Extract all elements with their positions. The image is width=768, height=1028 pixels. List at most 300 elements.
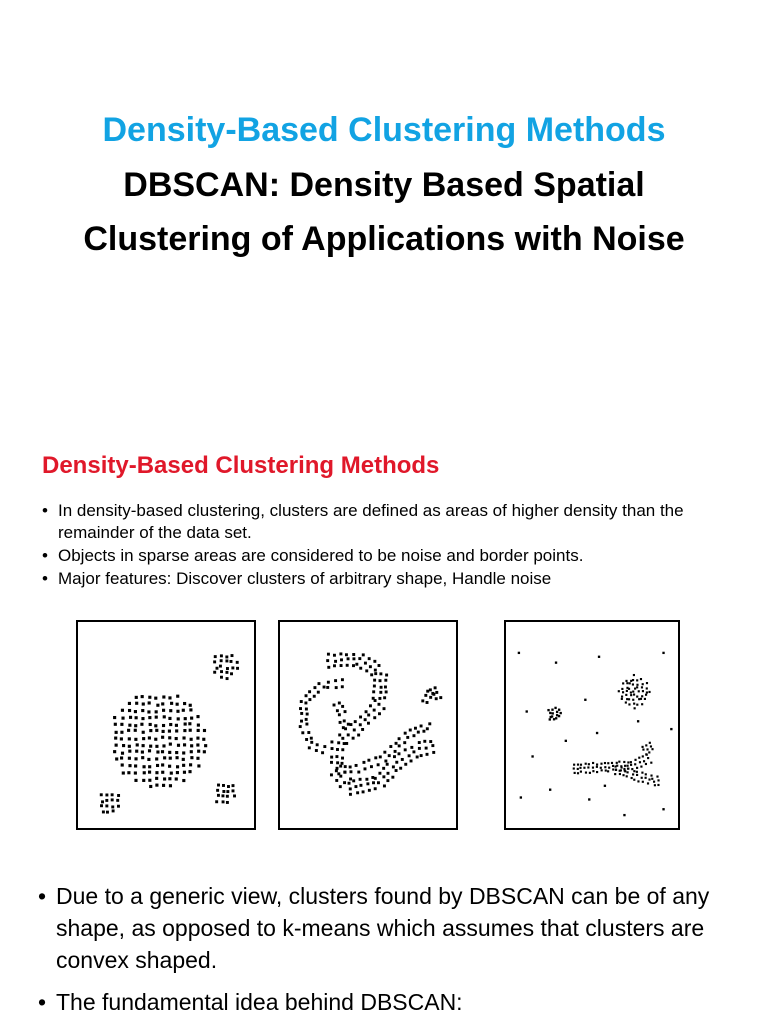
cluster-point bbox=[169, 709, 172, 712]
cluster-point bbox=[616, 762, 618, 764]
title-block bbox=[0, 108, 768, 266]
cluster-point bbox=[589, 772, 591, 774]
cluster-point bbox=[352, 779, 355, 782]
cluster-point bbox=[220, 659, 223, 662]
cluster-point bbox=[607, 762, 609, 764]
cluster-point bbox=[379, 755, 382, 758]
cluster-point bbox=[225, 655, 228, 658]
bullet-item: • Objects in sparse areas are considered to be noise and border points. bbox=[40, 545, 740, 567]
cluster-point bbox=[404, 763, 407, 766]
cluster-point bbox=[141, 756, 144, 759]
cluster-point bbox=[222, 800, 225, 803]
cluster-point bbox=[642, 690, 644, 692]
cluster-point bbox=[135, 716, 138, 719]
cluster-point bbox=[169, 723, 172, 726]
cluster-point bbox=[618, 761, 620, 763]
cluster-point bbox=[168, 777, 171, 780]
cluster-point bbox=[378, 697, 381, 700]
cluster-point bbox=[128, 764, 131, 767]
cluster-point bbox=[638, 690, 640, 692]
cluster-point bbox=[596, 763, 598, 765]
cluster-point bbox=[646, 748, 648, 750]
cluster-point bbox=[555, 661, 557, 663]
cluster-point bbox=[299, 725, 302, 728]
cluster-point bbox=[134, 779, 137, 782]
cluster-point bbox=[633, 694, 635, 696]
cluster-point bbox=[188, 722, 191, 725]
cluster-point bbox=[374, 787, 377, 790]
cluster-point bbox=[129, 716, 132, 719]
cluster-point bbox=[604, 762, 606, 764]
cluster-point bbox=[176, 756, 179, 759]
cluster-point bbox=[380, 686, 383, 689]
cluster-point bbox=[345, 742, 348, 745]
cluster-point bbox=[339, 652, 342, 655]
cluster-point bbox=[135, 696, 138, 699]
cluster-point bbox=[632, 691, 634, 693]
cluster-point bbox=[154, 738, 157, 741]
cluster-point bbox=[654, 784, 656, 786]
cluster-point bbox=[373, 685, 376, 688]
cluster-point bbox=[327, 666, 330, 669]
cluster-point bbox=[406, 736, 409, 739]
cluster-point bbox=[121, 752, 124, 755]
cluster-point bbox=[551, 709, 553, 711]
cluster-point bbox=[439, 696, 442, 699]
cluster-point bbox=[155, 729, 158, 732]
cluster-point bbox=[629, 682, 631, 684]
cluster-point bbox=[648, 778, 650, 780]
cluster-point bbox=[638, 757, 640, 759]
cluster-point bbox=[333, 664, 336, 667]
cluster-point bbox=[558, 715, 560, 717]
cluster-point bbox=[422, 730, 425, 733]
cluster-point bbox=[155, 710, 158, 713]
cluster-point bbox=[392, 765, 395, 768]
cluster-point bbox=[592, 767, 594, 769]
cluster-point bbox=[155, 784, 158, 787]
cluster-point bbox=[386, 779, 389, 782]
cluster-point bbox=[338, 733, 341, 736]
cluster-point bbox=[220, 670, 223, 673]
cluster-point bbox=[625, 680, 627, 682]
cluster-point bbox=[357, 771, 360, 774]
cluster-point bbox=[647, 757, 649, 759]
cluster-point bbox=[175, 751, 178, 754]
cluster-point bbox=[389, 745, 392, 748]
cluster-point bbox=[120, 737, 123, 740]
cluster-point bbox=[336, 748, 339, 751]
cluster-point bbox=[316, 743, 319, 746]
cluster-point bbox=[182, 709, 185, 712]
cluster-point bbox=[374, 777, 377, 780]
cluster-point bbox=[423, 740, 426, 743]
cluster-point bbox=[323, 686, 326, 689]
cluster-point bbox=[379, 679, 382, 682]
cluster-point bbox=[622, 682, 624, 684]
cluster-point bbox=[670, 728, 672, 730]
cluster-point bbox=[214, 655, 217, 658]
cluster-point bbox=[136, 743, 139, 746]
cluster-point bbox=[367, 714, 370, 717]
cluster-point bbox=[177, 744, 180, 747]
cluster-point bbox=[188, 770, 191, 773]
cluster-point bbox=[383, 707, 386, 710]
cluster-point bbox=[175, 777, 178, 780]
cluster-point bbox=[333, 654, 336, 657]
cluster-point bbox=[549, 712, 551, 714]
cluster-point bbox=[213, 660, 216, 663]
cluster-point bbox=[154, 724, 157, 727]
cluster-point bbox=[374, 756, 377, 759]
cluster-point bbox=[127, 771, 130, 774]
cluster-point bbox=[305, 738, 308, 741]
cluster-point bbox=[364, 662, 367, 665]
cluster-point bbox=[623, 768, 625, 770]
cluster-point bbox=[394, 750, 397, 753]
cluster-point bbox=[399, 767, 402, 770]
cluster-point bbox=[395, 742, 398, 745]
cluster-point bbox=[176, 765, 179, 768]
cluster-point bbox=[435, 697, 438, 700]
cluster-point bbox=[636, 767, 638, 769]
cluster-point bbox=[184, 722, 187, 725]
cluster-point bbox=[343, 719, 346, 722]
cluster-point bbox=[114, 737, 117, 740]
cluster-point bbox=[105, 794, 108, 797]
cluster-point bbox=[650, 774, 652, 776]
cluster-point bbox=[626, 771, 628, 773]
cluster-point bbox=[134, 738, 137, 741]
cluster-point bbox=[518, 652, 520, 654]
cluster-point bbox=[372, 690, 375, 693]
cluster-point bbox=[601, 769, 603, 771]
cluster-point bbox=[636, 774, 638, 776]
cluster-point bbox=[621, 696, 623, 698]
cluster-point bbox=[410, 759, 413, 762]
cluster-point bbox=[147, 710, 150, 713]
cluster-point bbox=[197, 750, 200, 753]
cluster-point bbox=[148, 765, 151, 768]
cluster-point bbox=[379, 672, 382, 675]
cluster-point bbox=[584, 699, 586, 701]
cluster-point bbox=[374, 699, 377, 702]
cluster-point bbox=[341, 737, 344, 740]
cluster-point bbox=[120, 723, 123, 726]
cluster-point bbox=[647, 782, 649, 784]
cluster-point bbox=[373, 660, 376, 663]
cluster-point bbox=[383, 751, 386, 754]
cluster-point bbox=[577, 772, 579, 774]
cluster-point bbox=[558, 709, 560, 711]
cluster-point bbox=[111, 798, 114, 801]
cluster-point bbox=[305, 694, 308, 697]
cluster-point bbox=[418, 741, 421, 744]
cluster-point bbox=[182, 764, 185, 767]
cluster-point bbox=[410, 746, 413, 749]
cluster-point bbox=[336, 767, 339, 770]
cluster-point bbox=[520, 796, 522, 798]
cluster-point bbox=[182, 736, 185, 739]
cluster-point bbox=[622, 691, 624, 693]
cluster-point bbox=[113, 750, 116, 753]
cluster-point bbox=[643, 760, 645, 762]
cluster-point bbox=[142, 744, 145, 747]
cluster-point bbox=[134, 757, 137, 760]
cluster-point bbox=[313, 695, 316, 698]
cluster-point bbox=[128, 709, 131, 712]
cluster-point bbox=[365, 778, 368, 781]
cluster-point bbox=[549, 718, 551, 720]
cluster-point bbox=[128, 724, 131, 727]
cluster-figure-circular-plot bbox=[78, 622, 254, 828]
cluster-point bbox=[175, 737, 178, 740]
cluster-point bbox=[627, 768, 629, 770]
cluster-point bbox=[127, 729, 130, 732]
cluster-point bbox=[202, 738, 205, 741]
cluster-point bbox=[175, 724, 178, 727]
cluster-point bbox=[641, 746, 643, 748]
cluster-point bbox=[384, 686, 387, 689]
cluster-point bbox=[377, 763, 380, 766]
cluster-point bbox=[636, 679, 638, 681]
cluster-point bbox=[301, 731, 304, 734]
cluster-point bbox=[216, 667, 219, 670]
cluster-point bbox=[614, 773, 616, 775]
cluster-point bbox=[169, 757, 172, 760]
cluster-point bbox=[340, 658, 343, 661]
cluster-point bbox=[134, 729, 137, 732]
cluster-point bbox=[307, 731, 310, 734]
cluster-point bbox=[592, 762, 594, 764]
cluster-point bbox=[142, 779, 145, 782]
cluster-point bbox=[100, 804, 103, 807]
cluster-point bbox=[361, 728, 364, 731]
cluster-point bbox=[341, 705, 344, 708]
cluster-point bbox=[226, 667, 229, 670]
cluster-point bbox=[161, 750, 164, 753]
cluster-point bbox=[625, 694, 627, 696]
cluster-point bbox=[633, 770, 635, 772]
cluster-point bbox=[431, 744, 434, 747]
cluster-point bbox=[105, 799, 108, 802]
cluster-point bbox=[429, 696, 432, 699]
cluster-point bbox=[644, 698, 646, 700]
cluster-point bbox=[148, 736, 151, 739]
cluster-point bbox=[176, 771, 179, 774]
cluster-point bbox=[216, 789, 219, 792]
cluster-point bbox=[190, 750, 193, 753]
cluster-point bbox=[385, 690, 388, 693]
cluster-point bbox=[308, 690, 311, 693]
cluster-point bbox=[631, 768, 633, 770]
cluster-point bbox=[395, 769, 398, 772]
cluster-point bbox=[628, 703, 630, 705]
cluster-point bbox=[102, 810, 105, 813]
cluster-point bbox=[182, 758, 185, 761]
cluster-point bbox=[343, 742, 346, 745]
cluster-point bbox=[213, 671, 216, 674]
cluster-point bbox=[189, 729, 192, 732]
cluster-point bbox=[236, 661, 239, 664]
cluster-point bbox=[565, 740, 567, 742]
cluster-point bbox=[121, 763, 124, 766]
cluster-point bbox=[632, 773, 634, 775]
cluster-point bbox=[551, 715, 553, 717]
cluster-point bbox=[580, 771, 582, 773]
cluster-point bbox=[299, 707, 302, 710]
cluster-point bbox=[367, 759, 370, 762]
cluster-point bbox=[189, 763, 192, 766]
cluster-point bbox=[373, 709, 376, 712]
cluster-point bbox=[416, 756, 419, 759]
cluster-point bbox=[203, 729, 206, 732]
cluster-point bbox=[168, 751, 171, 754]
cluster-point bbox=[626, 682, 628, 684]
cluster-point bbox=[604, 785, 606, 787]
cluster-point bbox=[318, 682, 321, 685]
cluster-point bbox=[168, 736, 171, 739]
cluster-point bbox=[156, 750, 159, 753]
cluster-point bbox=[339, 721, 342, 724]
cluster-point bbox=[162, 784, 165, 787]
cluster-point bbox=[364, 767, 367, 770]
cluster-point bbox=[649, 742, 651, 744]
cluster-point bbox=[637, 720, 639, 722]
cluster-figure-circular bbox=[76, 620, 256, 830]
cluster-point bbox=[632, 679, 634, 681]
cluster-point bbox=[364, 718, 367, 721]
cluster-point bbox=[345, 653, 348, 656]
bullet-item: • Major features: Discover clusters of arbitrary shape, Handle noise bbox=[40, 568, 740, 590]
cluster-point bbox=[128, 757, 131, 760]
cluster-point bbox=[598, 656, 600, 658]
cluster-point bbox=[117, 805, 120, 808]
cluster-point bbox=[656, 776, 658, 778]
cluster-point bbox=[306, 713, 309, 716]
cluster-point bbox=[616, 765, 618, 767]
cluster-point bbox=[618, 690, 620, 692]
cluster-point bbox=[226, 801, 229, 804]
cluster-point bbox=[414, 727, 417, 730]
cluster-point bbox=[383, 784, 386, 787]
notes-bullet-list bbox=[36, 880, 756, 1028]
cluster-point bbox=[588, 798, 590, 800]
cluster-point bbox=[120, 731, 123, 734]
cluster-point bbox=[177, 717, 180, 720]
cluster-point bbox=[370, 765, 373, 768]
cluster-point bbox=[432, 751, 435, 754]
cluster-point bbox=[349, 766, 352, 769]
cluster-point bbox=[583, 767, 585, 769]
cluster-point bbox=[122, 771, 125, 774]
cluster-point bbox=[374, 669, 377, 672]
cluster-point bbox=[632, 699, 634, 701]
cluster-point bbox=[379, 691, 382, 694]
cluster-point bbox=[344, 765, 347, 768]
cluster-point bbox=[424, 694, 427, 697]
cluster-point bbox=[387, 772, 390, 775]
cluster-point bbox=[339, 765, 342, 768]
cluster-point bbox=[336, 709, 339, 712]
cluster-point bbox=[140, 723, 143, 726]
cluster-point bbox=[434, 686, 437, 689]
cluster-point bbox=[310, 741, 313, 744]
cluster-point bbox=[148, 771, 151, 774]
cluster-point bbox=[403, 741, 406, 744]
cluster-point bbox=[147, 758, 150, 761]
cluster-point bbox=[162, 724, 165, 727]
cluster-point bbox=[645, 777, 647, 779]
cluster-point bbox=[155, 771, 158, 774]
cluster-point bbox=[646, 687, 648, 689]
cluster-point bbox=[630, 680, 632, 682]
cluster-point bbox=[169, 784, 172, 787]
cluster-point bbox=[630, 691, 632, 693]
cluster-point bbox=[122, 744, 125, 747]
cluster-point bbox=[347, 733, 350, 736]
cluster-point bbox=[231, 666, 234, 669]
cluster-point bbox=[226, 795, 229, 798]
cluster-point bbox=[573, 767, 575, 769]
cluster-point bbox=[220, 654, 223, 657]
cluster-point bbox=[547, 709, 549, 711]
cluster-point bbox=[323, 745, 326, 748]
cluster-point bbox=[626, 775, 628, 777]
cluster-point bbox=[121, 717, 124, 720]
cluster-point bbox=[573, 764, 575, 766]
cluster-point bbox=[341, 762, 344, 765]
section-heading: Density-Based Clustering Methods bbox=[42, 452, 440, 479]
cluster-point bbox=[305, 708, 308, 711]
cluster-point bbox=[612, 765, 614, 767]
cluster-point bbox=[633, 779, 635, 781]
cluster-point bbox=[330, 761, 333, 764]
cluster-point bbox=[310, 737, 313, 740]
cluster-point bbox=[623, 814, 625, 816]
cluster-figure-arbitrary-shapes-plot bbox=[280, 622, 456, 828]
cluster-point bbox=[577, 768, 579, 770]
cluster-point bbox=[335, 779, 338, 782]
cluster-point bbox=[531, 755, 533, 757]
cluster-point bbox=[170, 702, 173, 705]
cluster-point bbox=[327, 681, 330, 684]
cluster-point bbox=[356, 791, 359, 794]
cluster-point bbox=[607, 770, 609, 772]
cluster-point bbox=[176, 710, 179, 713]
cluster-point bbox=[426, 753, 429, 756]
cluster-point bbox=[231, 654, 234, 657]
cluster-point bbox=[357, 734, 360, 737]
cluster-point bbox=[645, 763, 647, 765]
cluster-point bbox=[300, 712, 303, 715]
cluster-point bbox=[358, 657, 361, 660]
cluster-point bbox=[352, 657, 355, 660]
cluster-point bbox=[155, 757, 158, 760]
cluster-point bbox=[624, 765, 626, 767]
cluster-point bbox=[341, 685, 344, 688]
cluster-point bbox=[338, 702, 341, 705]
cluster-point bbox=[608, 767, 610, 769]
cluster-point bbox=[128, 737, 131, 740]
cluster-point bbox=[308, 746, 311, 749]
cluster-point bbox=[105, 804, 108, 807]
cluster-point bbox=[226, 677, 229, 680]
cluster-point bbox=[141, 750, 144, 753]
cluster-point bbox=[149, 745, 152, 748]
cluster-point bbox=[106, 811, 109, 814]
cluster-point bbox=[161, 763, 164, 766]
